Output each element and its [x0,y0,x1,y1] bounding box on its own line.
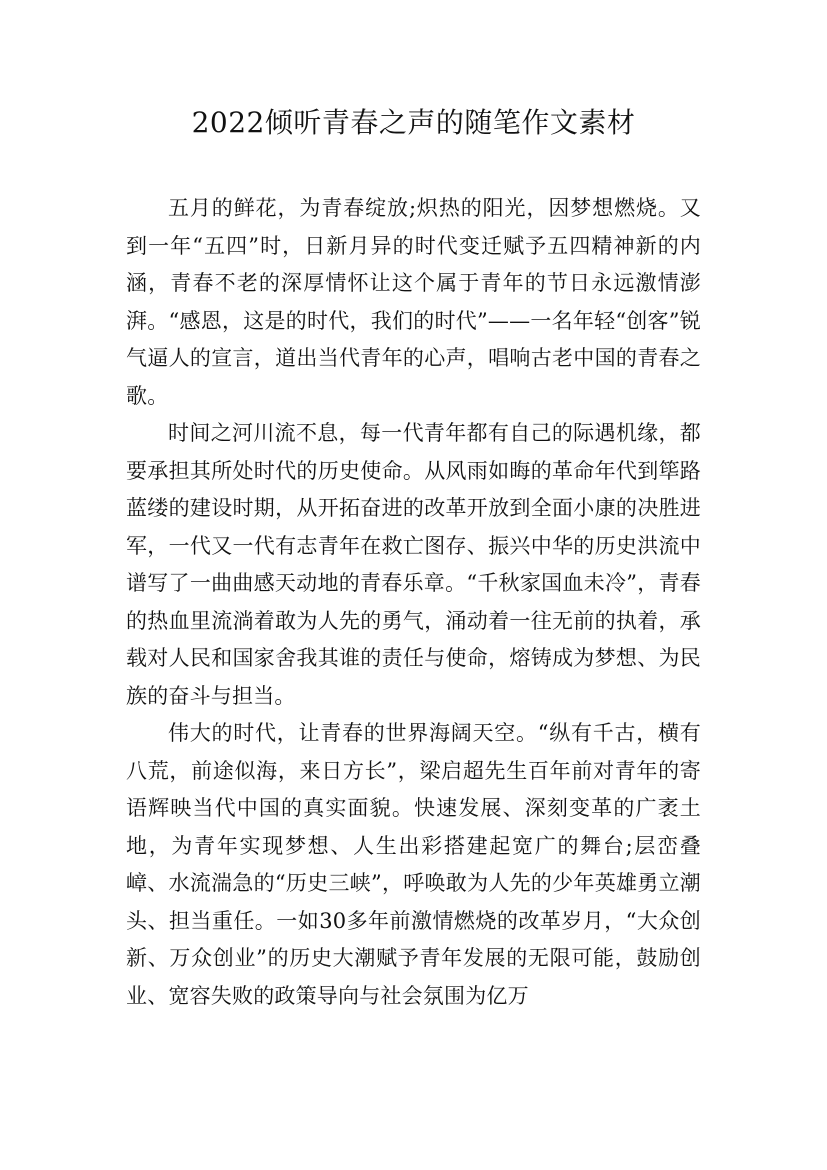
paragraph-3: 伟大的时代，让青春的世界海阔天空。“纵有千古，横有八荒，前途似海，来日方长”，梁启超先生百年前对青年的寄语辉映当代中国的真实面貌。快速发展、深刻变革的广袤土地，为青年实现梦想、人生出彩搭建起宽广的舞台;层峦叠嶂、水流湍急的“历史三峡”，呼唤敢为人先的少年英雄勇立潮头、担当重任。一如30多年前激情燃烧的改革岁月，“大众创新、万众创业”的历史大潮赋予青年发展的无限可能，鼓励创业、宽容失败的政策导向与社会氛围为亿万 [126,721,701,1008]
document-body [126,190,701,1015]
paragraph-2: 时间之河川流不息，每一代青年都有自己的际遇机缘，都要承担其所处时代的历史使命。从风雨如晦的革命年代到筚路蓝缕的建设时期，从开拓奋进的改革开放到全面小康的决胜进军，一代又一代有志青年在救亡图存、振兴中华的历史洪流中谱写了一曲曲感天动地的青春乐章。“千秋家国血未冷”，青春的热血里流淌着敢为人先的勇气，涌动着一往无前的执着，承载对人民和国家舍我其谁的责任与使命，熔铸成为梦想、为民族的奋斗与担当。 [126,421,701,708]
document-title: 2022倾听青春之声的随笔作文素材 [191,106,636,139]
paragraph-1: 五月的鲜花，为青春绽放;炽热的阳光，因梦想燃烧。又到一年“五四”时，日新月异的时代变迁赋予五四精神新的内涵，青春不老的深厚情怀让这个属于青年的节日永远激情澎湃。“感恩，这是的时代，我们的时代”——一名年轻“创客”锐气逼人的宣言，道出当代青年的心声，唱响古老中国的青春之歌。 [126,196,701,408]
